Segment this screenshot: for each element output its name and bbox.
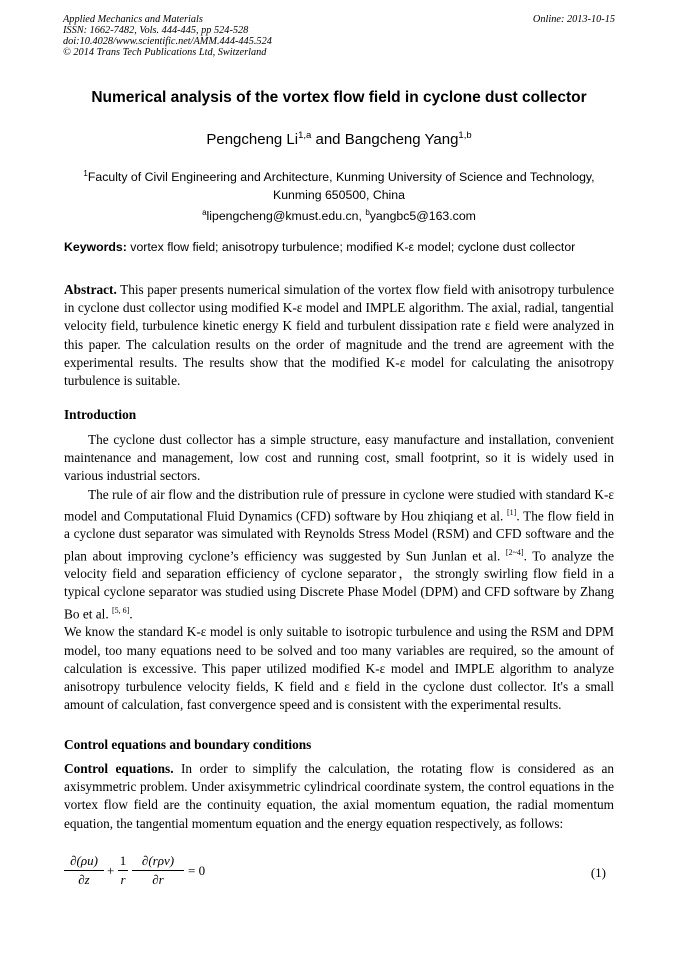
intro-p2-text-c: . To analyze the velocity field and separation efficiency of cyclone separator，the strongly swirling flow field in a typical cyclone separator was studied using Discrete Phase Model (DPM) and CFD software by Zhang Bo et al. (64, 548, 614, 622)
affiliation-block (60, 165, 618, 225)
abstract (64, 281, 614, 390)
intro-p2-text-d: . (129, 606, 133, 622)
intro-paragraph-3: We know the standard K-ε model is only suitable to isotropic turbulence and using the RSM and DPM model, too many equations need to be solved and too many variables are required, so the amount of calculation is excessive. This paper utilized modified K-ε model and IMPLE algorithm to analyze anisotropy turbulence velocity fields, K field and ε field in the cyclone dust collector. It's a small amount of calculation, fast convergence speed and is consistent with the experimental results. (64, 624, 614, 713)
affiliation-sup: 1 (83, 169, 88, 178)
introduction-body (64, 431, 614, 714)
control-equations-label: Control equations. (64, 761, 174, 776)
eq-fraction-2 (118, 853, 128, 888)
email-line (60, 204, 618, 225)
journal-header (63, 14, 615, 58)
citation-2-4: [2~4] (505, 547, 524, 557)
affiliation-text: Faculty of Civil Engineering and Architecture, Kunming University of Science and Technology, (87, 170, 595, 185)
doi-line: doi:10.4028/www.scientific.net/AMM.444-445.524 (63, 36, 272, 47)
eq-numerator-1: ∂(ρu) (64, 853, 104, 871)
author-line (40, 130, 638, 148)
intro-p2-text-b: . The flow field in a cyclone dust separator was simulated with Reynolds Stress Model (RSM) and CFD software and the plan about improving cyclone’s efficiency was suggested by Sun Junlan et al. (64, 508, 615, 564)
author-1: Pengcheng Li (206, 131, 299, 148)
keywords-text: vortex flow field; anisotropy turbulence; modified K-ε model; cyclone dust collector (126, 240, 576, 254)
eq-plus: + (107, 863, 115, 878)
citation-5-6: [5, 6] (112, 605, 130, 615)
equation-1 (64, 853, 614, 893)
eq-fraction-3 (132, 853, 184, 888)
eq-denominator-3: ∂r (152, 872, 164, 887)
intro-paragraph-2 (64, 486, 614, 624)
keywords-label: Keywords: (64, 240, 127, 254)
eq-numerator-3: ∂(rρv) (132, 853, 184, 871)
equation-number: (1) (590, 865, 606, 880)
eq-numerator-2: 1 (118, 853, 128, 871)
abstract-text: This paper presents numerical simulation of the vortex flow field with anisotropy turbulence in cyclone dust collector using modified K-ε model and IMPLE algorithm. The axial, radial, tangential velocity field, turbulence kinetic energy K field and turbulent dissipation rate ε field were analyzed in this paper. The calculation results on the order of magnitude and the trend are agreement with the experimental results. The results show that the modified K-ε model for calculating the anisotropy turbulence is suitable. (64, 282, 614, 389)
control-equations-body (64, 760, 614, 833)
journal-name: Applied Mechanics and Materials (63, 14, 203, 25)
affiliation-line-2: Kunming 650500, China (273, 188, 405, 203)
introduction-heading: Introduction (64, 407, 137, 422)
eq-denominator-1: ∂z (78, 872, 90, 887)
control-equations-text: In order to simplify the calculation, the rotating flow is considered as an axisymmetric problem. Under axisymmetric cylindrical coordinate system, the control equations in the vortex flow field are the continuity equation, the axial momentum equation, the radial momentum equation, the tangential momentum equation and the energy equation respectively, as follows: (64, 761, 614, 831)
email-b-sup: b (365, 208, 370, 218)
author-1-affil: 1,a (298, 130, 312, 141)
email-a: lipengcheng@kmust.edu.cn, (206, 209, 366, 224)
control-equations-heading: Control equations and boundary conditions (64, 737, 312, 752)
paper-title: Numerical analysis of the vortex flow field in cyclone dust collector (91, 89, 587, 106)
eq-rhs: = 0 (188, 863, 206, 878)
intro-p2-text-a: The rule of air flow and the distribution rule of pressure in cyclone were studied with standard K-ε model and Computational Fluid Dynamics (CFD) software by Hou zhiqiang et al. (64, 486, 614, 524)
issn-line: ISSN: 1662-7482, Vols. 444-445, pp 524-528 (63, 25, 249, 36)
intro-paragraph-1: The cyclone dust collector has a simple structure, easy manufacture and installation, convenient maintenance and management, low cost and running cost, small footprint, so it is widely used in various industrial sectors. (64, 432, 614, 484)
eq-fraction-1 (64, 853, 104, 888)
keywords (64, 240, 624, 254)
email-a-sup: a (202, 208, 207, 218)
copyright-line: © 2014 Trans Tech Publications Ltd, Switzerland (63, 47, 267, 58)
author-2: Bangcheng Yang (344, 131, 459, 148)
email-b: yangbc5@163.com (369, 209, 476, 224)
eq-denominator-2: r (120, 872, 126, 887)
author-2-affil: 1,b (458, 130, 472, 141)
citation-1: [1] (507, 507, 517, 517)
author-conjunction: and (311, 131, 345, 148)
online-date: Online: 2013-10-15 (532, 14, 615, 25)
abstract-label: Abstract. (64, 282, 117, 297)
affiliation-line-1 (60, 165, 618, 186)
